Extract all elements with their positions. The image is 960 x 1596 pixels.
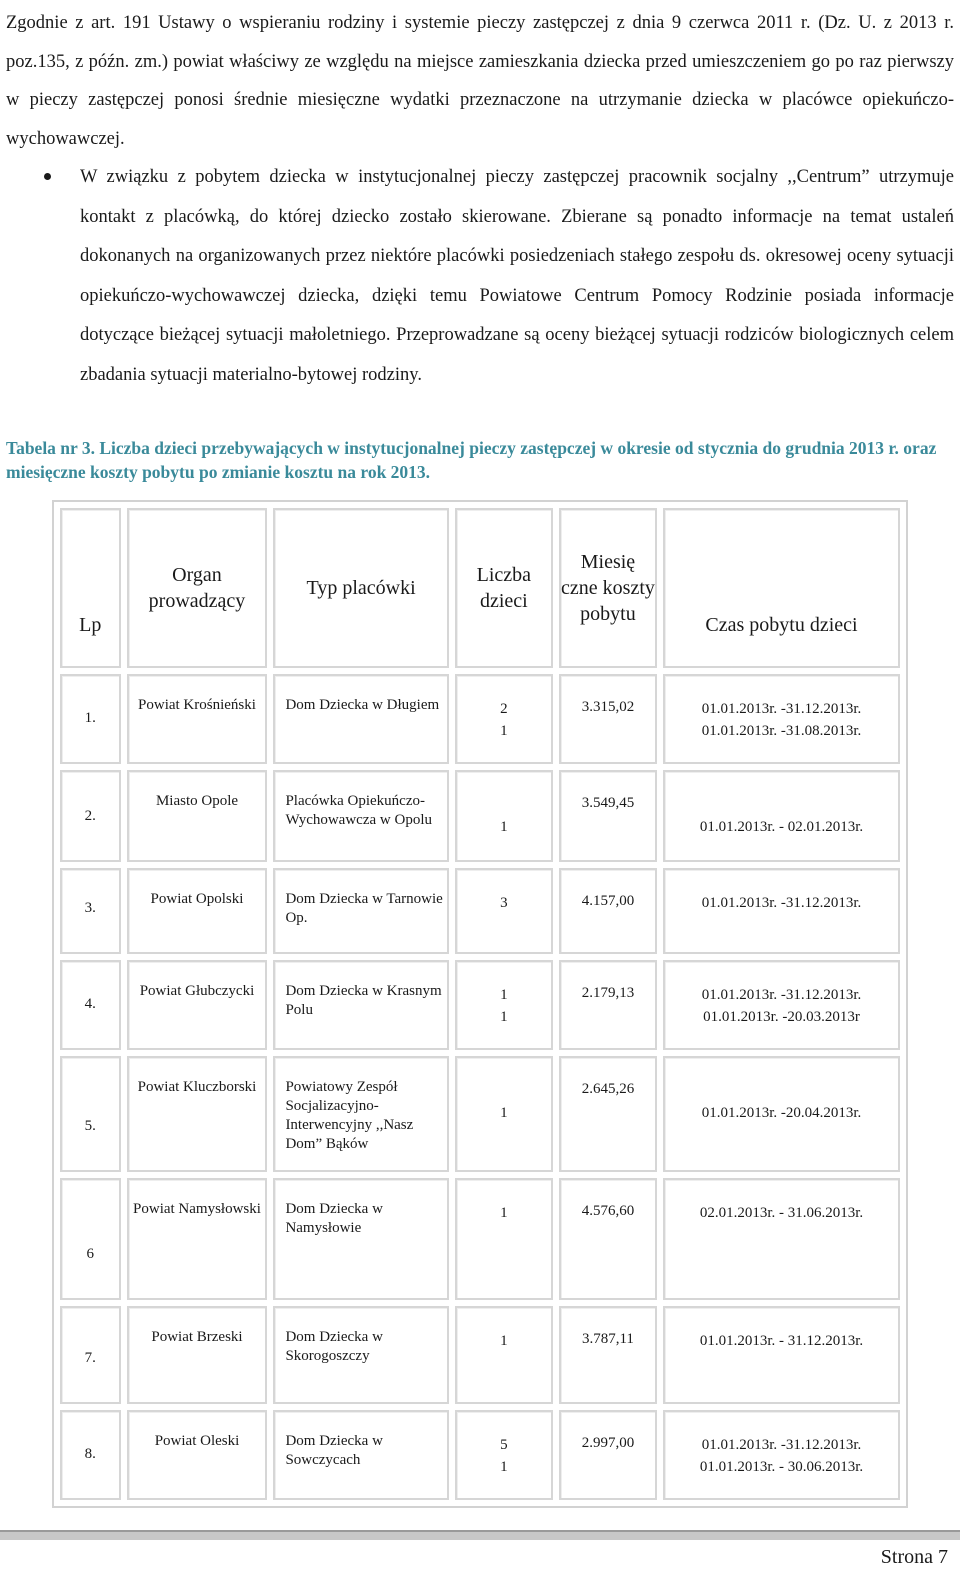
cnt-line: 1 <box>500 987 508 1003</box>
time-line: 01.01.2013r. -31.08.2013r. <box>701 723 862 739</box>
cell-typ: Dom Dziecka w Namysłowie <box>273 1178 448 1300</box>
cell-cnt <box>455 1410 553 1500</box>
header-typ: Typ placówki <box>273 508 448 668</box>
cell-org: Powiat Namysłowski <box>127 1178 268 1300</box>
cell-time <box>663 1056 900 1172</box>
table-row <box>60 1410 900 1500</box>
cell-typ: Dom Dziecka w Skorogoszczy <box>273 1306 448 1404</box>
cell-typ: Dom Dziecka w Sowczycach <box>273 1410 448 1500</box>
cell-typ: Dom Dziecka w Krasnym Polu <box>273 960 448 1050</box>
header-cnt: Liczba dzieci <box>455 508 553 668</box>
table-row <box>60 1178 900 1300</box>
cell-lp: 7. <box>60 1306 121 1404</box>
cell-typ: Placówka Opiekuńczo-Wychowawcza w Opolu <box>273 770 448 862</box>
cnt-line: 1 <box>500 1459 508 1475</box>
cell-cnt <box>455 1178 553 1300</box>
cell-org: Powiat Kluczborski <box>127 1056 268 1172</box>
time-line: 01.01.2013r. -31.12.2013r. <box>701 1437 862 1453</box>
cell-cnt <box>455 674 553 764</box>
time-line <box>665 1080 898 1102</box>
cnt-line: 3 <box>500 895 508 911</box>
cell-lp: 1. <box>60 674 121 764</box>
cell-org: Powiat Krośnieński <box>127 674 268 764</box>
cell-cost: 4.576,60 <box>559 1178 657 1300</box>
cell-lp: 5. <box>60 1056 121 1172</box>
data-table <box>52 500 908 1508</box>
time-line <box>665 794 898 816</box>
cnt-line: 2 <box>500 701 508 717</box>
cnt-line: 1 <box>500 1333 508 1349</box>
cell-lp: 8. <box>60 1410 121 1500</box>
table-caption: Tabela nr 3. Liczba dzieci przebywających w instytucjonalnej pieczy zastępczej w okresie od stycznia do grudnia 2013 r. oraz miesięczne koszty pobytu po zmianie kosztu na rok 2013. <box>6 438 937 482</box>
cell-cnt <box>455 1306 553 1404</box>
cell-time <box>663 960 900 1050</box>
cell-lp: 6 <box>60 1178 121 1300</box>
time-line: 01.01.2013r. -31.12.2013r. <box>701 701 862 717</box>
cell-org: Powiat Głubczycki <box>127 960 268 1050</box>
cell-cnt <box>455 960 553 1050</box>
time-line: 01.01.2013r. -31.12.2013r. <box>701 987 862 1003</box>
time-line: 01.01.2013r. -20.04.2013r. <box>701 1105 862 1121</box>
table-row <box>60 1056 900 1172</box>
cell-cnt <box>455 770 553 862</box>
time-line: 01.01.2013r. - 30.06.2013r. <box>699 1459 864 1475</box>
cell-time <box>663 674 900 764</box>
cell-cost: 2.645,26 <box>559 1056 657 1172</box>
cell-org: Powiat Oleski <box>127 1410 268 1500</box>
header-time: Czas pobytu dzieci <box>663 508 900 668</box>
header-org: Organ prowadzący <box>127 508 268 668</box>
time-line: 02.01.2013r. - 31.06.2013r. <box>699 1205 864 1221</box>
cnt-line <box>457 794 551 816</box>
table-row <box>60 868 900 954</box>
header-lp: Lp <box>60 508 121 668</box>
cell-typ: Dom Dziecka w Długiem <box>273 674 448 764</box>
table-header-row <box>60 508 900 668</box>
cell-typ: Dom Dziecka w Tarnowie Op. <box>273 868 448 954</box>
time-line: 01.01.2013r. -31.12.2013r. <box>701 895 862 911</box>
cnt-line <box>457 1080 551 1102</box>
bullet-item <box>44 158 954 395</box>
table-row <box>60 770 900 862</box>
table-row <box>60 960 900 1050</box>
cell-cost: 4.157,00 <box>559 868 657 954</box>
cell-org: Miasto Opole <box>127 770 268 862</box>
bullet-icon <box>44 173 51 180</box>
table-body <box>60 674 900 1500</box>
cnt-line: 1 <box>500 819 508 835</box>
footer-divider <box>0 1530 960 1540</box>
cnt-line: 5 <box>500 1437 508 1453</box>
cell-time <box>663 1306 900 1404</box>
cell-cost: 3.549,45 <box>559 770 657 862</box>
table-row <box>60 1306 900 1404</box>
cell-time <box>663 1410 900 1500</box>
time-line: 01.01.2013r. - 31.12.2013r. <box>699 1333 864 1349</box>
cell-org: Powiat Opolski <box>127 868 268 954</box>
bullet-paragraph: W związku z pobytem dziecka w instytucjonalnej pieczy zastępczej pracownik socjalny ,,Centrum” utrzymuje kontakt z placówką, do której dziecko zostało skierowane. Zbierane są ponadto informacje na temat ustaleń dokonanych na organizowanych przez niektóre placówki posiedzeniach stałego zespołu ds. okresowej oceny sytuacji opiekuńczo-wychowawczej dziecka, dzięki temu Powiatowe Centrum Pomocy Rodzinie posiada informacje dotyczące bieżącej sytuacji małoletniego. Przeprowadzane są oceny bieżącej sytuacji rodziców biologicznych celem zbadania sytuacji materialno-bytowej rodziny. <box>80 167 954 385</box>
cell-time <box>663 770 900 862</box>
cell-lp: 3. <box>60 868 121 954</box>
cell-typ: Powiatowy Zespół Socjalizacyjno-Interwencyjny ,,Nasz Dom” Bąków <box>273 1056 448 1172</box>
header-cost: Miesię czne koszty pobytu <box>559 508 657 668</box>
cell-cost: 3.315,02 <box>559 674 657 764</box>
cell-lp: 2. <box>60 770 121 862</box>
cell-time <box>663 868 900 954</box>
cnt-line: 1 <box>500 1009 508 1025</box>
cnt-line: 1 <box>500 1205 508 1221</box>
cell-lp: 4. <box>60 960 121 1050</box>
cell-org: Powiat Brzeski <box>127 1306 268 1404</box>
cell-time <box>663 1178 900 1300</box>
cell-cnt <box>455 868 553 954</box>
cell-cost: 2.179,13 <box>559 960 657 1050</box>
table-row <box>60 674 900 764</box>
time-line: 01.01.2013r. -20.03.2013r <box>703 1009 860 1025</box>
page-number: Strona 7 <box>880 1546 948 1568</box>
cell-cnt <box>455 1056 553 1172</box>
cell-cost: 2.997,00 <box>559 1410 657 1500</box>
intro-paragraph: Zgodnie z art. 191 Ustawy o wspieraniu rodziny i systemie pieczy zastępczej z dnia 9 czerwca 2011 r. (Dz. U. z 2013 r. poz.135, z późn. zm.) powiat właściwy ze względu na miejsce zamieszkania dziecka przed umieszczeniem go po raz pierwszy w pieczy zastępczej ponosi średnie miesięczne wydatki przeznaczone na utrzymanie dziecka w placówce opiekuńczo-wychowawczej. <box>6 13 954 149</box>
cnt-line: 1 <box>500 723 508 739</box>
cnt-line: 1 <box>500 1105 508 1121</box>
cell-cost: 3.787,11 <box>559 1306 657 1404</box>
time-line: 01.01.2013r. - 02.01.2013r. <box>699 819 864 835</box>
